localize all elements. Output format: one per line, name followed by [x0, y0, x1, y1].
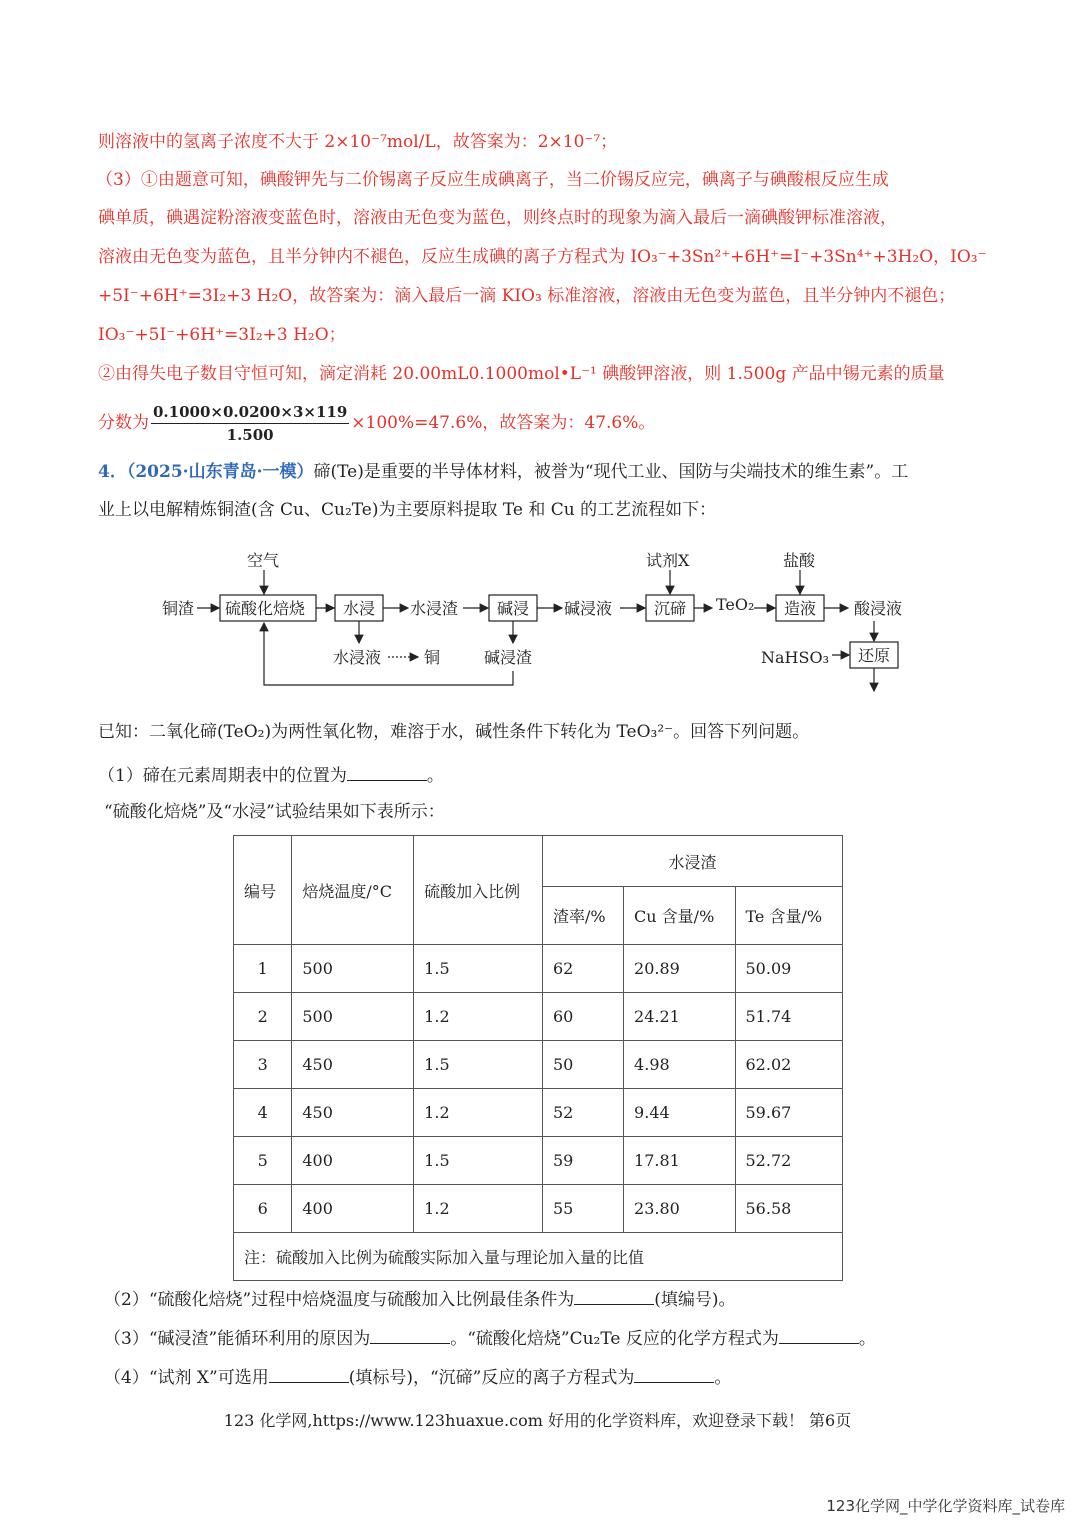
cell: 59.67 [735, 1089, 843, 1137]
cell: 55 [543, 1185, 624, 1233]
flow-water-liquor: 水浸液 [333, 648, 382, 667]
table-row [234, 1185, 843, 1233]
cell: 1 [234, 945, 292, 993]
answer-part3-line-5: IO₃⁻+5I⁻+6H⁺=3I₂+3 H₂O； [98, 325, 346, 345]
header-group: 水浸渣 [543, 836, 843, 887]
fraction-suffix: ×100%=47.6%，故答案为：47.6%。 [351, 413, 656, 433]
flow-hcl: 盐酸 [783, 551, 816, 570]
cell: 4.98 [624, 1041, 735, 1089]
cell: 6 [234, 1185, 292, 1233]
cell: 500 [292, 945, 414, 993]
answer-part3-line-1: （3）①由题意可知，碘酸钾先与二价锡离子反应生成碘离子，当二价锡反应完，碘离子与碘酸根反应生成 [96, 170, 889, 190]
flow-precip: 沉碲 [654, 599, 687, 618]
header-ratio: 硫酸加入比例 [414, 836, 543, 945]
cell: 24.21 [624, 993, 735, 1041]
question-source: （2025·山东青岛·一模） [126, 462, 314, 482]
question-4 [104, 1364, 731, 1390]
watermark: 123化学网_中学化学资料库_试卷库 [826, 1497, 1065, 1515]
flow-roast: 硫酸化焙烧 [225, 599, 306, 618]
flow-slurry: 造液 [784, 599, 817, 618]
flow-copper: 铜 [424, 648, 441, 667]
cell: 62 [543, 945, 624, 993]
flow-alkali-residue: 碱浸渣 [484, 648, 533, 667]
cell: 400 [292, 1185, 414, 1233]
flow-copper-slag: 铜渣 [162, 599, 195, 618]
header-temp: 焙烧温度/°C [292, 836, 414, 945]
cell: 62.02 [735, 1041, 843, 1089]
question-intro-1: 碲(Te)是重要的半导体材料，被誉为“现代工业、国防与尖端技术的维生素”。工 [313, 462, 909, 482]
cell: 1.5 [414, 1041, 543, 1089]
flow-water-residue: 水浸渣 [410, 599, 459, 618]
cell: 2 [234, 993, 292, 1041]
question-1-text: （1）碲在元素周期表中的位置为 [98, 766, 347, 786]
cell: 9.44 [624, 1089, 735, 1137]
flow-water-leach: 水浸 [343, 599, 376, 618]
fraction-denominator: 1.500 [226, 426, 274, 444]
flow-alkali-leach: 碱浸 [497, 599, 530, 618]
process-flow-diagram [150, 545, 930, 695]
answer-part3-line-3: 溶液由无色变为蓝色，且半分钟内不褪色，反应生成碘的离子方程式为 IO₃⁻+3Sn²⁺+6H⁺=I⁻+3Sn⁴⁺+3H₂O，IO₃⁻ [98, 247, 987, 267]
cell: 52.72 [735, 1137, 843, 1185]
flow-air: 空气 [247, 551, 280, 570]
flow-nahso3: NaHSO₃ [761, 648, 829, 667]
header-cu: Cu 含量/% [624, 887, 735, 945]
cell: 17.81 [624, 1137, 735, 1185]
answer-part3-line-4: +5I⁻+6H⁺=3I₂+3 H₂O，故答案为：滴入最后一滴 KIO₃ 标准溶液，溶液由无色变为蓝色，且半分钟内不褪色； [98, 286, 956, 306]
question-4-header [98, 460, 908, 484]
fraction [151, 401, 349, 446]
cell: 60 [543, 993, 624, 1041]
answer-blank[interactable] [347, 762, 427, 781]
question-3-text-a: （3）“碱浸渣”能循环利用的原因为 [104, 1329, 371, 1349]
flow-acid-liquor: 酸浸液 [854, 599, 903, 618]
cell: 1.2 [414, 1185, 543, 1233]
cell: 52 [543, 1089, 624, 1137]
question-3-text-b: 。“硫酸化焙烧”Cu₂Te 反应的化学方程式为 [450, 1329, 779, 1349]
question-2-text: （2）“硫酸化焙烧”过程中焙烧温度与硫酸加入比例最佳条件为 [104, 1290, 575, 1310]
table-note: 注：硫酸加入比例为硫酸实际加入量与理论加入量的比值 [234, 1233, 843, 1281]
flow-reduce: 还原 [858, 646, 891, 665]
cell: 5 [234, 1137, 292, 1185]
answer-part3-line-2: 碘单质，碘遇淀粉溶液变蓝色时，溶液由无色变为蓝色，则终点时的现象为滴入最后一滴碘酸钾标准溶液， [98, 208, 897, 228]
answer-blank[interactable] [370, 1325, 450, 1344]
question-3 [104, 1325, 876, 1351]
table-row [234, 945, 843, 993]
cell: 1.5 [414, 1137, 543, 1185]
header-no: 编号 [234, 836, 292, 945]
cell: 3 [234, 1041, 292, 1089]
question-2-end: (填编号)。 [654, 1290, 736, 1310]
cell: 400 [292, 1137, 414, 1185]
cell: 1.2 [414, 1089, 543, 1137]
header-rate: 渣率/% [543, 887, 624, 945]
cell: 1.5 [414, 945, 543, 993]
cell: 450 [292, 1089, 414, 1137]
cell: 56.58 [735, 1185, 843, 1233]
cell: 51.74 [735, 993, 843, 1041]
question-2 [104, 1286, 735, 1312]
answer-blank[interactable] [574, 1286, 654, 1305]
answer-line-1: 则溶液中的氢离子浓度不大于 2×10⁻⁷mol/L，故答案为：2×10⁻⁷； [98, 132, 618, 152]
question-number: 4． [98, 462, 127, 482]
question-1-end: 。 [426, 766, 444, 786]
answer-fraction-line [98, 401, 655, 446]
cell: 59 [543, 1137, 624, 1185]
table-row [234, 1041, 843, 1089]
table-row [234, 1137, 843, 1185]
cell: 50 [543, 1041, 624, 1089]
answer-blank[interactable] [634, 1364, 714, 1383]
table-row [234, 1089, 843, 1137]
flow-alkali-liquor: 碱浸液 [564, 599, 613, 618]
cell: 4 [234, 1089, 292, 1137]
cell: 1.2 [414, 993, 543, 1041]
answer-blank[interactable] [269, 1364, 349, 1383]
question-intro-2: 业上以电解精炼铜渣(含 Cu、Cu₂Te)为主要原料提取 Te 和 Cu 的工艺流程如下： [98, 500, 717, 520]
table-intro: “硫酸化焙烧”及“水浸”试验结果如下表所示： [104, 802, 445, 822]
cell: 23.80 [624, 1185, 735, 1233]
answer-blank[interactable] [779, 1325, 859, 1344]
results-table [233, 835, 843, 1281]
header-te: Te 含量/% [735, 887, 843, 945]
table-row [234, 993, 843, 1041]
question-4-text-a: （4）“试剂 X”可选用 [104, 1368, 269, 1388]
cell: 500 [292, 993, 414, 1041]
question-4-end: 。 [714, 1368, 732, 1388]
flow-reagent-x: 试剂X [646, 551, 690, 570]
question-1 [98, 762, 444, 788]
known-statement: 已知：二氧化碲(TeO₂)为两性氧化物，难溶于水，碱性条件下转化为 TeO₃²⁻。回答下列问题。 [98, 722, 810, 742]
cell: 50.09 [735, 945, 843, 993]
cell: 450 [292, 1041, 414, 1089]
page-footer: 123 化学网,https://www.123huaxue.com 好用的化学资料库，欢迎登录下载！ 第6页 [223, 1411, 852, 1430]
fraction-numerator: 0.1000×0.0200×3×119 [151, 401, 349, 424]
fraction-prefix: 分数为 [98, 413, 149, 433]
question-4-text-b: (填标号)，“沉碲”反应的离子方程式为 [348, 1368, 635, 1388]
flow-teo2: TeO₂ [716, 595, 755, 614]
answer-part3b-line-1: ②由得失电子数目守恒可知，滴定消耗 20.00mL0.1000mol•L⁻¹ 碘酸钾溶液，则 1.500g 产品中锡元素的质量 [98, 364, 945, 384]
question-3-end: 。 [858, 1329, 876, 1349]
cell: 20.89 [624, 945, 735, 993]
